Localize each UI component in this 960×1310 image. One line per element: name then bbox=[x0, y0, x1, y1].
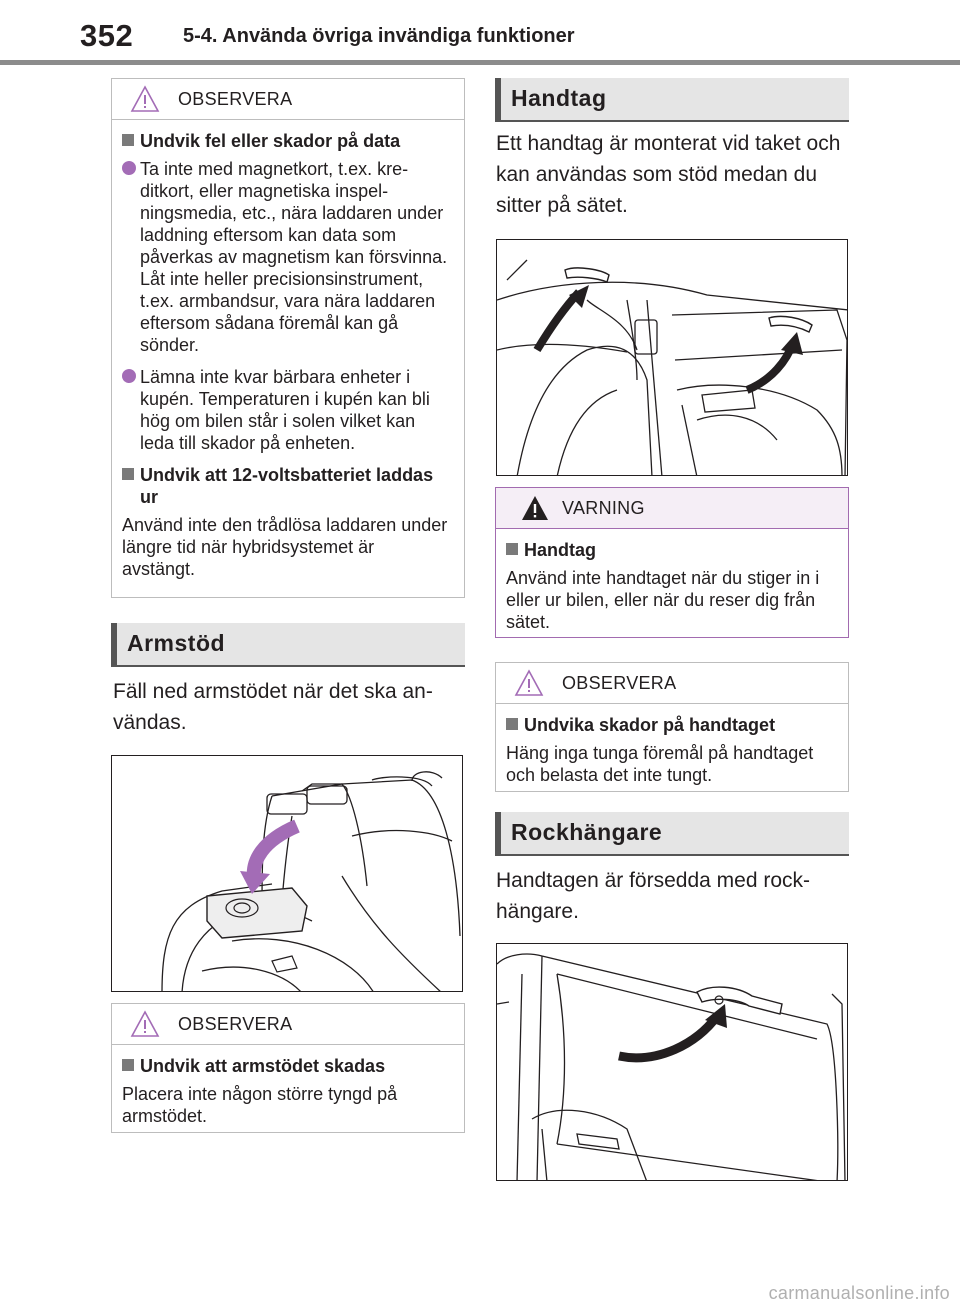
observera-box-data bbox=[111, 78, 465, 598]
caution-icon bbox=[514, 669, 544, 697]
observera-label: OBSERVERA bbox=[562, 673, 677, 693]
varning-box-header bbox=[496, 488, 848, 529]
heading-text: Handtag bbox=[511, 85, 607, 111]
varning-label: VARNING bbox=[562, 498, 645, 518]
warning-icon bbox=[520, 494, 550, 522]
item-heading: Undvik att armstödet skadas bbox=[122, 1055, 450, 1077]
heading-armstod bbox=[111, 623, 465, 667]
watermark: carmanualsonline.info bbox=[768, 1283, 950, 1303]
page-header bbox=[0, 0, 960, 66]
item-heading: Undvik att 12-voltsbatteriet laddas ur bbox=[122, 464, 450, 508]
varning-box bbox=[495, 487, 849, 638]
square-bullet-icon bbox=[122, 1059, 134, 1071]
item-heading: Undvik fel eller skador på data bbox=[122, 130, 450, 152]
header-rule bbox=[0, 60, 960, 65]
grab-handle-drawing bbox=[497, 240, 848, 476]
coat-hook-drawing bbox=[497, 944, 848, 1181]
section-title: 5-4. Använda övriga invändiga funktioner bbox=[183, 25, 575, 47]
square-bullet-icon bbox=[506, 543, 518, 555]
item-heading: Handtag bbox=[506, 539, 834, 561]
square-bullet-icon bbox=[122, 468, 134, 480]
observera-box-header bbox=[496, 663, 848, 704]
item-text: Använd inte den trådlösa laddaren under längre tid när hybridsystemet är avstängt. bbox=[122, 515, 448, 579]
item-text: Placera inte någon större tyngd på armstödet. bbox=[122, 1084, 398, 1126]
item-text: Använd inte handtaget när du stiger in i eller ur bilen, eller när du reser dig från sätet. bbox=[506, 568, 820, 632]
observera-label: OBSERVERA bbox=[178, 89, 293, 109]
heading-text: Armstöd bbox=[127, 630, 226, 656]
armrest-illustration bbox=[111, 755, 463, 992]
heading-text: Rockhängare bbox=[511, 819, 663, 845]
circle-bullet-icon bbox=[122, 161, 136, 175]
observera-box-handle bbox=[495, 662, 849, 792]
heading-accent bbox=[111, 623, 117, 665]
heading-handtag bbox=[495, 78, 849, 122]
armstod-paragraph: Fäll ned armstödet när det ska användas. bbox=[113, 680, 433, 734]
grab-handle-illustration bbox=[496, 239, 848, 476]
coat-hook-illustration bbox=[496, 943, 848, 1181]
bullet-text: Lämna inte kvar bärbara enheter i kupén. Temperaturen i kupén kan bli hög om bilen står i solen vilket kan leda till skador på enheten. bbox=[122, 366, 450, 454]
square-bullet-icon bbox=[122, 134, 134, 146]
observera-box-header bbox=[112, 79, 464, 120]
heading-rockhangare bbox=[495, 812, 849, 856]
caution-icon bbox=[130, 1010, 160, 1038]
page-number: 352 bbox=[80, 18, 134, 53]
item-text: Häng inga tunga föremål på handtaget och belasta det inte tungt. bbox=[506, 743, 814, 785]
heading-accent bbox=[495, 812, 501, 854]
armrest-drawing bbox=[112, 756, 463, 992]
observera-box-header bbox=[112, 1004, 464, 1045]
handtag-paragraph: Ett handtag är monterat vid taket och kan användas som stöd medan du sitter på sätet. bbox=[496, 132, 841, 217]
circle-bullet-icon bbox=[122, 369, 136, 383]
rockhangare-paragraph: Handtagen är försedda med rockhängare. bbox=[496, 869, 811, 923]
observera-box-armrest bbox=[111, 1003, 465, 1133]
heading-accent bbox=[495, 78, 501, 120]
bullet-text: Ta inte med magnetkort, t.ex. kreditkort, eller magnetiska inspelningsmedia, etc., nära laddaren under laddning eftersom kan data som påverkas av magnetism kan försvinna. Låt inte heller precisionsinstrument, t.ex. armbandsur, vara nära laddaren eftersom sådana föremål kan gå sönder. bbox=[122, 158, 450, 356]
caution-icon bbox=[130, 85, 160, 113]
square-bullet-icon bbox=[506, 718, 518, 730]
item-heading: Undvika skador på handtaget bbox=[506, 714, 834, 736]
observera-label: OBSERVERA bbox=[178, 1014, 293, 1034]
